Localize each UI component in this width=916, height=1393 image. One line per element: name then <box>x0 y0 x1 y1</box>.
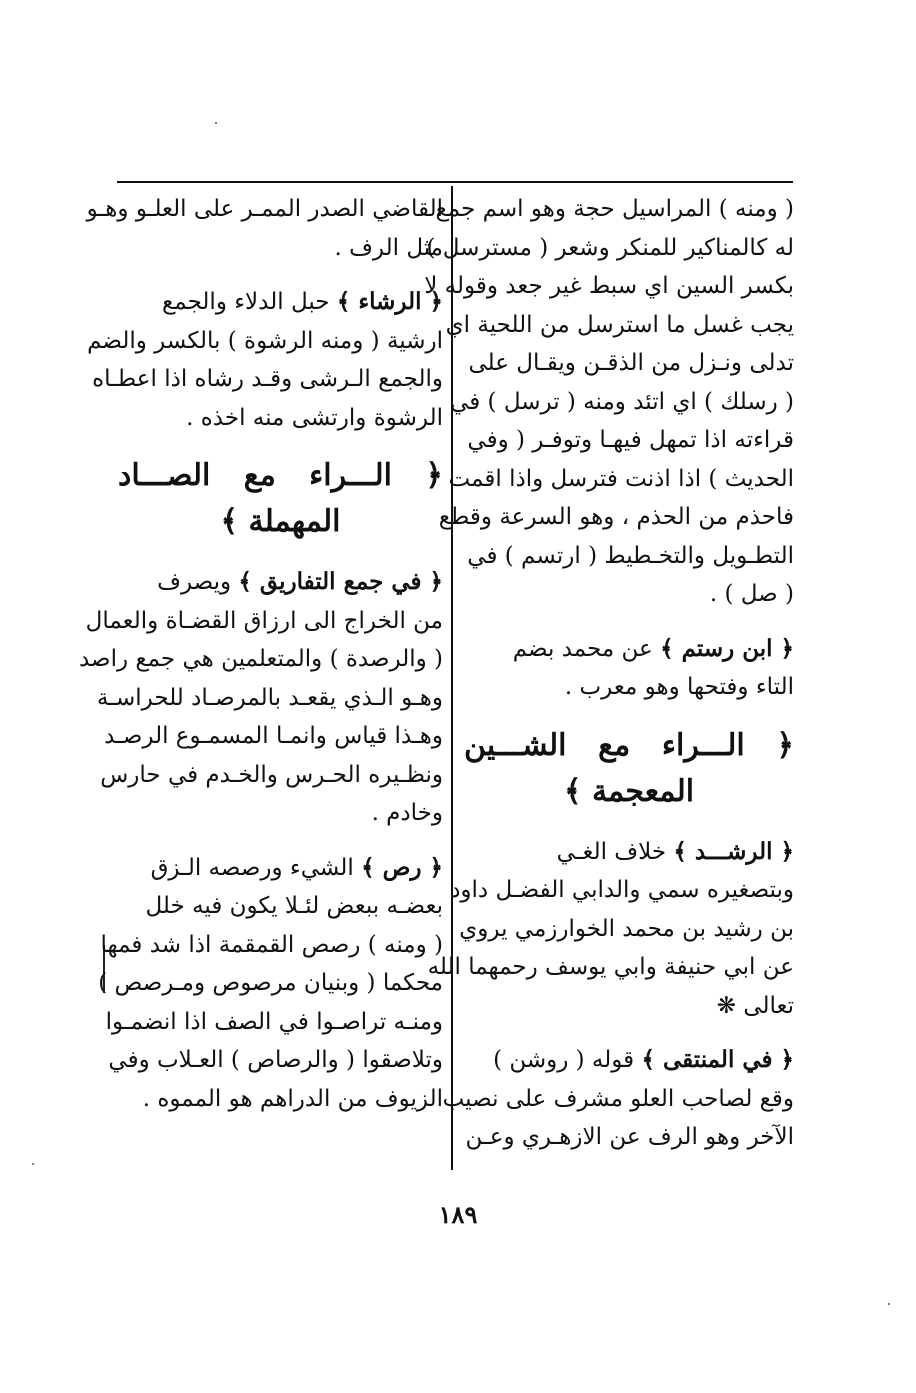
text-line: ( والرصدة ) والمتعلمين هي جمع راصد <box>78 646 443 672</box>
entry-marasil <box>424 190 794 614</box>
text-line: ( ومنه ) رصص القمقمة اذا شد فمها <box>100 931 443 958</box>
entry-headword: ﴿ الرشـــد ﴾ <box>673 837 794 865</box>
text-line: بعضـه ببعض لئـلا يكون فيه خلل <box>145 893 443 919</box>
entry-headword: ﴿ رص ﴾ <box>361 853 443 881</box>
text-line: ( صل ) . <box>709 581 794 607</box>
section-heading-line: المعجمة ﴾ <box>563 773 695 809</box>
text-line: وتلاصقوا ( والرصاص ) العـلاب وفي <box>108 1047 443 1073</box>
entry-rushd <box>427 833 794 1026</box>
text-line: بكسر السين اي سبط غير جعد وقوله لا <box>424 273 794 299</box>
entry-text: ويصرف <box>157 569 239 595</box>
entry-text: قوله ( روشن ) <box>493 1047 642 1073</box>
text-line: محكما ( وبنيان مرصوص ومـرصص ) <box>98 970 443 996</box>
page-number: ١٨٩ <box>438 1200 478 1229</box>
text-line: تدلى ونـزل من الذقـن ويقـال على <box>468 350 794 376</box>
text-line: التطـويل والتخـطيط ( ارتسم ) في <box>467 542 794 569</box>
text-line: وهـو الـذي يقعـد بالمرصـاد للحراسـة <box>96 684 443 711</box>
section-heading-line: المهملة ﴾ <box>220 504 341 539</box>
speck <box>888 1303 890 1305</box>
text-line: ارشية ( ومنه الرشوة ) بالكسر والضم <box>87 327 443 354</box>
section-heading-ra-sad <box>118 453 443 545</box>
entry-continuation <box>86 190 443 267</box>
text-line: الزيوف من الدراهم هو المموه . <box>142 1085 443 1112</box>
entry-text: خلاف الغـي <box>556 838 674 865</box>
entry-headword: ﴿ في المنتقى ﴾ <box>641 1046 794 1073</box>
speck <box>32 1163 34 1165</box>
top-rule <box>117 181 793 183</box>
text-line <box>118 849 443 888</box>
text-line: الآخر وهو الرف عن الازهـري وعـن <box>465 1124 794 1150</box>
entry-text: حبل الدلاء والجمع <box>162 289 337 315</box>
text-line <box>464 1041 794 1080</box>
text-line: بن رشيد بن محمد الخوارزمي يروي <box>459 915 794 942</box>
text-line <box>464 630 794 669</box>
text-line: مثل الرف . <box>334 234 443 261</box>
text-line: قراءته اذا تمهل فيهـا وتوفـر ( وفي <box>467 427 794 453</box>
text-line: ومنـه تراصـوا في الصف اذا انضمـوا <box>105 1008 443 1035</box>
text-line: من الخراج الى ارزاق القضـاة والعمال <box>85 607 443 634</box>
right-column <box>424 190 794 1173</box>
entry-ibn-rustam <box>464 630 794 707</box>
section-heading-line: ﴿ الـــراء مع الصـــاد <box>118 458 443 493</box>
entry-rass <box>98 849 443 1119</box>
text-line <box>464 833 794 872</box>
entry-text: الشيء ورصصه الـزق <box>150 854 362 881</box>
entry-risha <box>87 283 443 437</box>
text-line: يجب غسل ما استرسل من اللحية اي <box>445 311 794 338</box>
text-line: القاضي الصدر الممـر على العلـو وهـو <box>86 196 443 222</box>
left-column <box>78 190 443 1134</box>
text-line <box>118 563 443 602</box>
entry-headword: ﴿ في جمع التفاريق ﴾ <box>238 568 443 595</box>
text-line: له كالمناكير للمنكر وشعر ( مسترسل ) <box>426 234 794 261</box>
text-line: عن ابي حنيفة وابي يوسف رحمهما الله <box>427 954 794 980</box>
entry-headword: ﴿ ابن رستم ﴾ <box>660 634 794 662</box>
text-line: وهـذا قياس وانمـا المسمـوع الرصـد <box>104 723 443 749</box>
text-line: فاحذم من الحذم ، وهو السرعة وقطع <box>438 504 794 530</box>
text-line: الحديث ) اذا اذنت فترسل واذا اقمت <box>448 465 794 492</box>
section-heading-ra-shin <box>464 723 794 815</box>
entry-muntaqa <box>442 1041 794 1157</box>
speck <box>215 122 217 124</box>
entry-tafariq <box>78 563 443 833</box>
text-line: ونظـيره الحـرس والخـدم في حارس <box>100 761 443 788</box>
text-line: ( رسلك ) اي اتئد ومنه ( ترسل ) في <box>450 388 794 415</box>
text-line: وخادم . <box>371 800 443 826</box>
text-line: التاء وفتحها وهو معرب . <box>564 674 794 700</box>
text-line <box>118 283 443 322</box>
text-line: الرشوة وارتشى منه اخذه . <box>186 404 443 431</box>
text-line: والجمع الـرشى وقـد رشاه اذا اعطـاه <box>92 366 443 392</box>
section-heading-line: ﴿ الـــراء مع الشـــين <box>464 727 794 763</box>
text-line: ( ومنه ) المراسيل حجة وهو اسم جمع <box>435 196 794 222</box>
text-line: وبتصغيره سمي والدابي الفضـل داود <box>450 877 794 903</box>
text-line: تعالى ❋ <box>716 992 794 1019</box>
entry-headword: ﴿ الرشاء ﴾ <box>336 288 443 315</box>
entry-text: عن محمد بضم <box>512 635 661 662</box>
text-line: وقع لصاحب العلو مشرف على نصيب <box>442 1085 794 1112</box>
